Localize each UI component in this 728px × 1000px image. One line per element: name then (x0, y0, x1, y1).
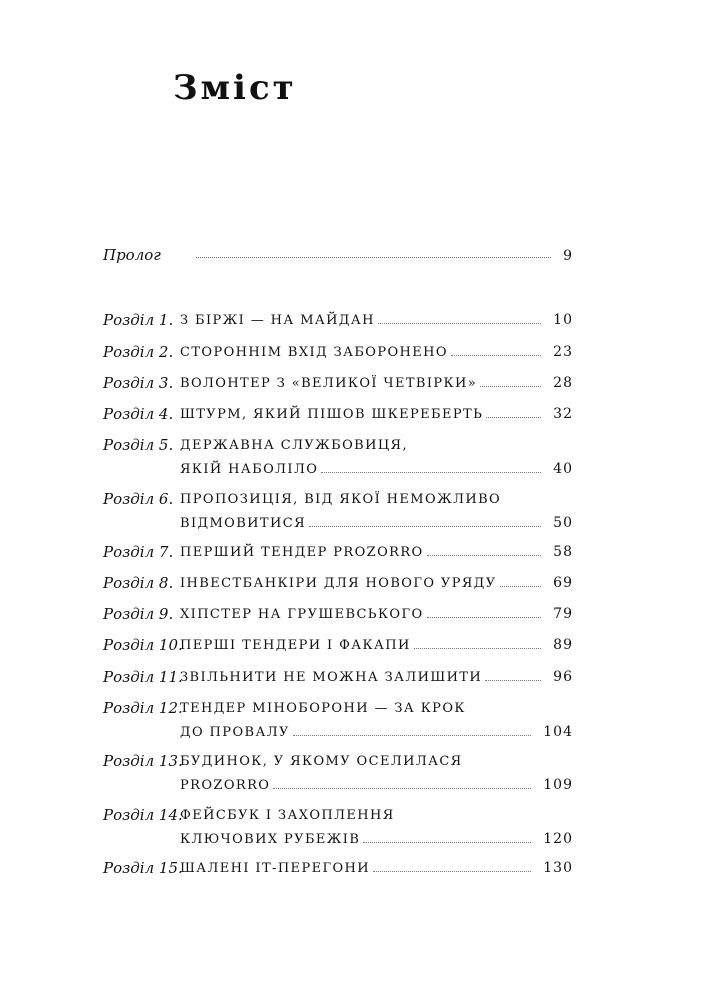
dot-leader (414, 648, 541, 649)
page-number: 50 (553, 515, 573, 531)
chapter-title-line: ЯКІЙ НАБОЛІЛО (180, 462, 319, 477)
chapter-label: Розділ 11. (103, 668, 183, 686)
chapter-label: Розділ 12. (103, 699, 183, 717)
dot-leader (321, 472, 541, 473)
page-number: 69 (553, 575, 573, 591)
chapter-title-line: ДЕРЖАВНА СЛУЖБОВИЦЯ, (180, 438, 408, 453)
chapter-title-line: ПЕРШИЙ ТЕНДЕР PROZORRO (180, 545, 424, 560)
chapter-title-line: КЛЮЧОВИХ РУБЕЖІВ (180, 832, 361, 847)
chapter-label: Розділ 3. (103, 374, 174, 392)
page-number: 109 (543, 777, 573, 793)
page-number: 10 (553, 312, 573, 328)
chapter-label: Розділ 6. (103, 490, 174, 508)
chapter-label: Розділ 14. (103, 806, 183, 824)
page-number: 58 (553, 544, 573, 560)
chapter-title-line: БУДИНОК, У ЯКОМУ ОСЕЛИЛАСЯ (180, 754, 463, 769)
toc-entry-prologue[interactable] (103, 245, 573, 264)
chapter-title-line: ІНВЕСТБАНКІРИ ДЛЯ НОВОГО УРЯДУ (180, 576, 497, 591)
page-title: Зміст (173, 68, 297, 108)
chapter-title-line: З БІРЖІ — НА МАЙДАН (180, 313, 375, 328)
page-number: 104 (543, 724, 573, 740)
page-number: 28 (553, 375, 573, 391)
dot-leader (427, 617, 542, 618)
page-number: 40 (553, 461, 573, 477)
chapter-title-line: ФЕЙСБУК І ЗАХОПЛЕННЯ (180, 808, 395, 823)
chapter-label: Розділ 13. (103, 752, 183, 770)
chapter-title-line: ПРОПОЗИЦІЯ, ВІД ЯКОЇ НЕМОЖЛИВО (180, 492, 502, 507)
chapter-label: Розділ 5. (103, 436, 174, 454)
page-number: 89 (553, 637, 573, 653)
chapter-label: Розділ 10. (103, 636, 183, 654)
dot-leader (451, 355, 541, 356)
chapter-title-line: ВОЛОНТЕР З «ВЕЛИКОЇ ЧЕТВІРКИ» (180, 376, 478, 391)
chapter-label: Розділ 1. (103, 311, 174, 329)
chapter-title-line: ХІПСТЕР НА ГРУШЕВСЬКОГО (180, 607, 424, 622)
page-number: 130 (543, 860, 573, 876)
dot-leader (293, 735, 532, 736)
prologue-label: Пролог (103, 246, 161, 264)
chapter-label: Розділ 4. (103, 405, 174, 423)
chapter-title-line: ДО ПРОВАЛУ (180, 725, 290, 740)
chapter-label: Розділ 2. (103, 343, 174, 361)
page-number: 9 (563, 248, 573, 264)
dot-leader (196, 257, 551, 258)
dot-leader (373, 871, 531, 872)
page-number: 23 (553, 344, 573, 360)
page-number: 79 (553, 606, 573, 622)
chapter-label: Розділ 8. (103, 574, 174, 592)
chapter-title-line: ЗВІЛЬНИТИ НЕ МОЖНА ЗАЛИШИТИ (180, 670, 483, 685)
chapter-title-line: ПЕРШІ ТЕНДЕРИ І ФАКАПИ (180, 638, 411, 653)
chapter-label: Розділ 15. (103, 859, 183, 877)
dot-leader (309, 526, 541, 527)
dot-leader (363, 842, 531, 843)
chapter-label: Розділ 9. (103, 605, 174, 623)
chapter-title-line: ШТУРМ, ЯКИЙ ПІШОВ ШКЕРЕБЕРТЬ (180, 407, 484, 422)
chapter-title-line: СТОРОННІМ ВХІД ЗАБОРОНЕНО (180, 345, 448, 360)
chapter-label: Розділ 7. (103, 543, 174, 561)
dot-leader (378, 323, 541, 324)
chapter-title-line: ШАЛЕНІ ІТ-ПЕРЕГОНИ (180, 861, 371, 876)
dot-leader (427, 555, 542, 556)
dot-leader (485, 680, 541, 681)
dot-leader (480, 386, 541, 387)
page-number: 96 (553, 669, 573, 685)
page-number: 32 (553, 406, 573, 422)
dot-leader (273, 788, 531, 789)
chapter-title-line: ТЕНДЕР МІНОБОРОНИ — ЗА КРОК (180, 701, 466, 716)
dot-leader (486, 417, 541, 418)
chapter-title-line: PROZORRO (180, 778, 271, 793)
dot-leader (500, 586, 542, 587)
page-number: 120 (543, 831, 573, 847)
chapter-title-line: ВІДМОВИТИСЯ (180, 516, 306, 531)
